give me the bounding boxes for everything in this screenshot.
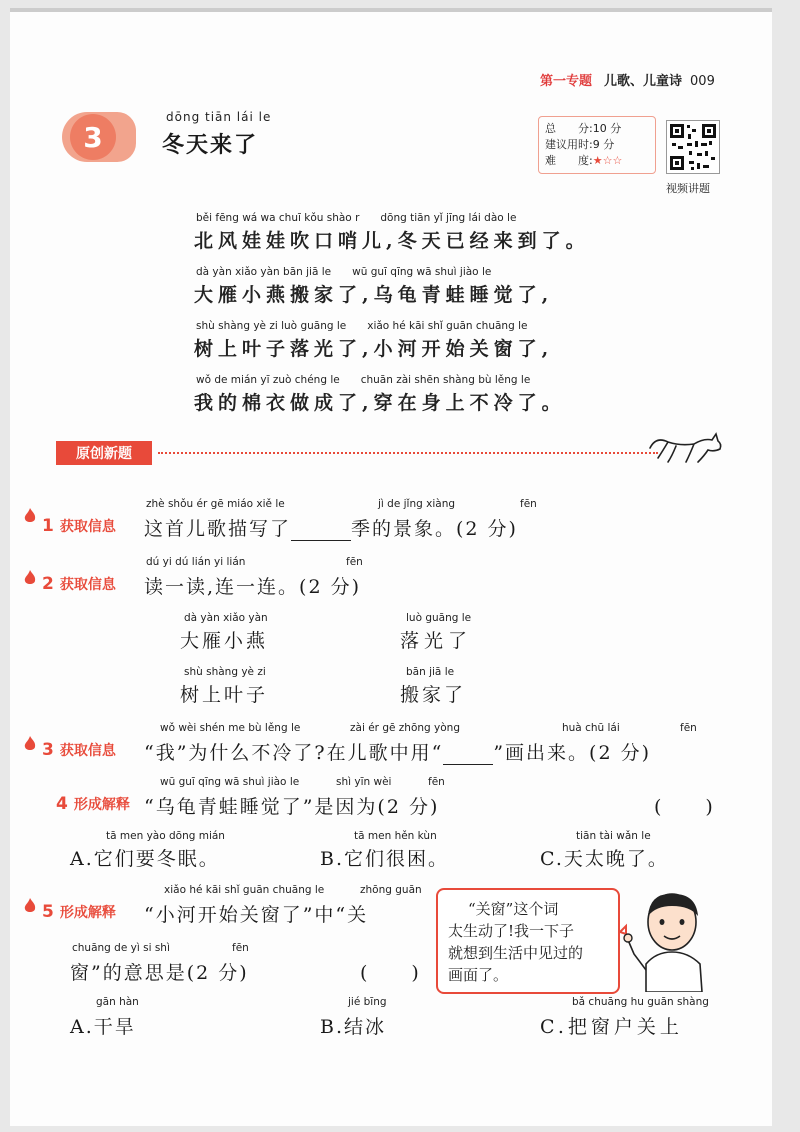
q5-option-c[interactable]: C.把窗户关上: [540, 1016, 683, 1038]
meta-time: 建议用时:9 分: [545, 138, 615, 151]
q3-number: 3 获取信息: [42, 740, 116, 760]
q4-option-a-pinyin: tā men yào dōng mián: [106, 830, 225, 842]
q5-number: 5 形成解释: [42, 902, 116, 922]
q5-option-c-pinyin: bǎ chuāng hu guān shàng: [572, 996, 709, 1008]
bubble-line-3: 就想到生活中见过的: [448, 944, 584, 962]
q1-text: 这首儿歌描写了 季的景象。(2 分): [144, 518, 518, 540]
q2-right-2[interactable]: 搬家了: [400, 684, 467, 706]
header-category: 儿歌、儿童诗: [604, 74, 683, 89]
q3-tag: 获取信息: [59, 743, 116, 759]
flame-icon: [24, 508, 36, 524]
q2-left-1[interactable]: 大雁小燕: [180, 630, 269, 652]
top-edge: [10, 8, 772, 12]
q1-pinyin-c: fēn: [520, 498, 537, 510]
q5-pinyin-b: zhōng guān: [360, 884, 422, 896]
poem-line-2: 大雁小燕搬家了,乌龟青蛙睡觉了,: [194, 284, 554, 306]
cat-icon: [646, 428, 726, 468]
q4-pinyin-a: wū guī qīng wā shuì jiào le: [160, 776, 300, 788]
page-number: 009: [690, 74, 715, 89]
q5-option-b-pinyin: jié bīng: [348, 996, 387, 1008]
q1-pinyin-b: jì de jǐng xiàng: [378, 498, 456, 510]
q2-left-2[interactable]: 树上叶子: [180, 684, 269, 706]
q4-text: “乌龟青蛙睡觉了”是因为(2 分): [144, 796, 440, 818]
section-title: 原创新题: [56, 441, 152, 465]
q5-text-a: “小河开始关窗了”中“关: [144, 904, 369, 926]
q3-answer-blank[interactable]: [443, 746, 493, 765]
poem-line-4: 我的棉衣做成了,穿在身上不冷了。: [194, 392, 566, 414]
q5-pinyin-c: chuāng de yì si shì: [72, 942, 170, 954]
q3-pinyin-a: wǒ wèi shén me bù lěng le: [160, 722, 301, 734]
header-section: 第一专题: [540, 74, 593, 89]
q5-option-a-pinyin: gān hàn: [96, 996, 139, 1008]
poem-line-2-pinyin: dà yàn xiǎo yàn bān jiā le wū guī qīng wā shuì jiào le: [196, 266, 492, 278]
title-pinyin: dōng tiān lái le: [166, 110, 272, 124]
flame-icon: [24, 570, 36, 586]
q4-option-a[interactable]: A.它们要冬眠。: [70, 848, 220, 870]
q2-right-1-pinyin: luò guāng le: [406, 612, 472, 624]
q4-option-c[interactable]: C.天太晚了。: [540, 848, 669, 870]
poem-line-1: 北风娃娃吹口哨儿,冬天已经来到了。: [194, 230, 590, 252]
q2-pinyin: dú yi dú lián yi lián: [146, 556, 246, 568]
q5-pinyin-a: xiǎo hé kāi shǐ guān chuāng le: [164, 884, 325, 896]
q4-answer-paren[interactable]: ( ): [654, 796, 715, 818]
lesson-title: 冬天来了: [162, 132, 259, 158]
q2-left-2-pinyin: shù shàng yè zi: [184, 666, 266, 678]
q3-pinyin-b: zài ér gē zhōng yòng: [350, 722, 460, 734]
qr-label: 视频讲题: [666, 182, 710, 195]
q4-option-b[interactable]: B.它们很困。: [320, 848, 450, 870]
q4-number: 4 形成解释: [56, 794, 130, 814]
qr-code-icon[interactable]: [666, 120, 720, 174]
q2-tag: 获取信息: [59, 577, 116, 593]
q4-tag: 形成解释: [73, 797, 130, 813]
q4-pinyin-c: fēn: [428, 776, 445, 788]
q4-option-b-pinyin: tā men hěn kùn: [354, 830, 437, 842]
q5-option-b[interactable]: B.结冰: [320, 1016, 387, 1038]
poem-line-3-pinyin: shù shàng yè zi luò guāng le xiǎo hé kāi shǐ guān chuāng le: [196, 320, 528, 332]
poem-line-3: 树上叶子落光了,小河开始关窗了,: [194, 338, 554, 360]
q3-text: “我”为什么不冷了?在儿歌中用“ ”画出来。(2 分): [144, 742, 651, 764]
q4-option-c-pinyin: tiān tài wǎn le: [576, 830, 651, 842]
flame-icon: [24, 898, 36, 914]
q5-pinyin-d: fēn: [232, 942, 249, 954]
q5-text-b: 窗”的意思是(2 分): [70, 962, 249, 984]
q2-left-1-pinyin: dà yàn xiǎo yàn: [184, 612, 268, 624]
q2-pinyin-fen: fēn: [346, 556, 363, 568]
meta-score: 总 分:10 分: [545, 122, 622, 135]
q5-answer-paren[interactable]: ( ): [360, 962, 421, 984]
lesson-meta-box: [538, 116, 656, 174]
q1-tag: 获取信息: [59, 519, 116, 535]
q2-number: 2 获取信息: [42, 574, 116, 594]
q4-pinyin-b: shì yīn wèi: [336, 776, 392, 788]
bubble-line-4: 画面了。: [448, 966, 509, 984]
q5-option-a[interactable]: A.干旱: [70, 1016, 136, 1038]
meta-difficulty: 难 度:★☆☆: [545, 154, 623, 167]
flame-icon: [24, 736, 36, 752]
q2-text: 读一读,连一连。(2 分): [144, 576, 361, 598]
lesson-number: 3: [70, 114, 116, 160]
poem-line-4-pinyin: wǒ de mián yī zuò chéng le chuān zài shēn shàng bù lěng le: [196, 374, 531, 386]
section-divider: [158, 452, 658, 454]
worksheet-page: [10, 8, 772, 1126]
poem-line-1-pinyin: běi fēng wá wa chuī kǒu shào r dōng tiān yǐ jīng lái dào le: [196, 212, 517, 224]
q1-pinyin-a: zhè shǒu ér gē miáo xiě le: [146, 498, 285, 510]
q5-tag: 形成解释: [59, 905, 116, 921]
page-header: [540, 70, 715, 89]
q3-pinyin-d: fēn: [680, 722, 697, 734]
q2-right-2-pinyin: bān jiā le: [406, 666, 455, 678]
q3-pinyin-c: huà chū lái: [562, 722, 620, 734]
speech-bubble: [436, 888, 620, 994]
difficulty-stars: ★☆☆: [592, 154, 623, 167]
q2-right-1[interactable]: 落光了: [400, 630, 473, 652]
q1-answer-blank[interactable]: [291, 522, 351, 541]
bubble-line-1: “关窗”这个词: [468, 900, 559, 918]
bubble-line-2: 太生动了!我一下子: [448, 922, 575, 940]
q1-number: 1 获取信息: [42, 516, 116, 536]
boy-illustration-icon: [616, 886, 720, 992]
